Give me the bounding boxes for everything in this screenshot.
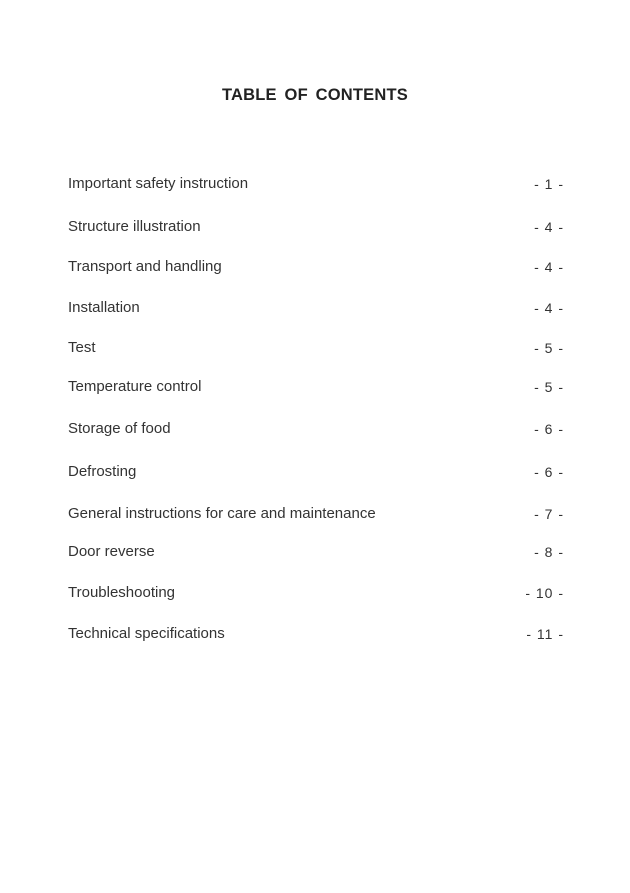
toc-entry-label: Technical specifications [68, 625, 225, 642]
toc-entry-page-number: - 6 - [534, 464, 564, 480]
toc-entry-general-instructions [68, 503, 568, 525]
toc-entry-label: Storage of food [68, 420, 171, 437]
toc-entry-storage-of-food [68, 418, 568, 440]
toc-entry-defrosting [68, 461, 568, 483]
toc-entry-transport-and-handling [68, 256, 568, 278]
toc-entry-label: Important safety instruction [68, 175, 249, 192]
toc-entry-page-number: - 5 - [534, 340, 564, 356]
toc-entry-label: Troubleshooting [68, 584, 176, 601]
toc-entry-page-number: - 1 - [534, 176, 564, 192]
toc-entry-structure-illustration [68, 216, 568, 238]
toc-entry-page-number: - 5 - [534, 379, 564, 395]
toc-entry-label: Installation [68, 299, 140, 316]
toc-entry-page-number: - 7 - [534, 506, 564, 522]
toc-entry-label: Test [68, 339, 96, 356]
toc-entry-installation [68, 297, 568, 319]
toc-entry-test [68, 337, 568, 359]
toc-title: TABLE OF CONTENTS [221, 86, 408, 104]
toc-entry-label: General instructions for care and maintenance [68, 505, 376, 522]
toc-entry-label: Transport and handling [68, 258, 222, 275]
toc-entry-page-number: - 10 - [525, 585, 564, 601]
toc-entry-page-number: - 11 - [526, 626, 564, 642]
toc-entry-page-number: - 8 - [534, 544, 564, 560]
toc-entry-important-safety-instruction [68, 173, 568, 195]
toc-entry-page-number: - 4 - [534, 300, 564, 316]
toc-entry-door-reverse [68, 541, 568, 563]
toc-entry-page-number: - 4 - [534, 259, 564, 275]
toc-entry-label: Temperature control [68, 378, 202, 395]
toc-entry-page-number: - 4 - [534, 219, 564, 235]
toc-entry-page-number: - 6 - [534, 421, 564, 437]
toc-entry-technical-specifications [68, 623, 568, 645]
toc-entry-troubleshooting [68, 582, 568, 604]
toc-entry-label: Defrosting [68, 463, 137, 480]
toc-entry-label: Structure illustration [68, 218, 201, 235]
toc-entry-temperature-control [68, 376, 568, 398]
toc-entry-label: Door reverse [68, 543, 155, 560]
